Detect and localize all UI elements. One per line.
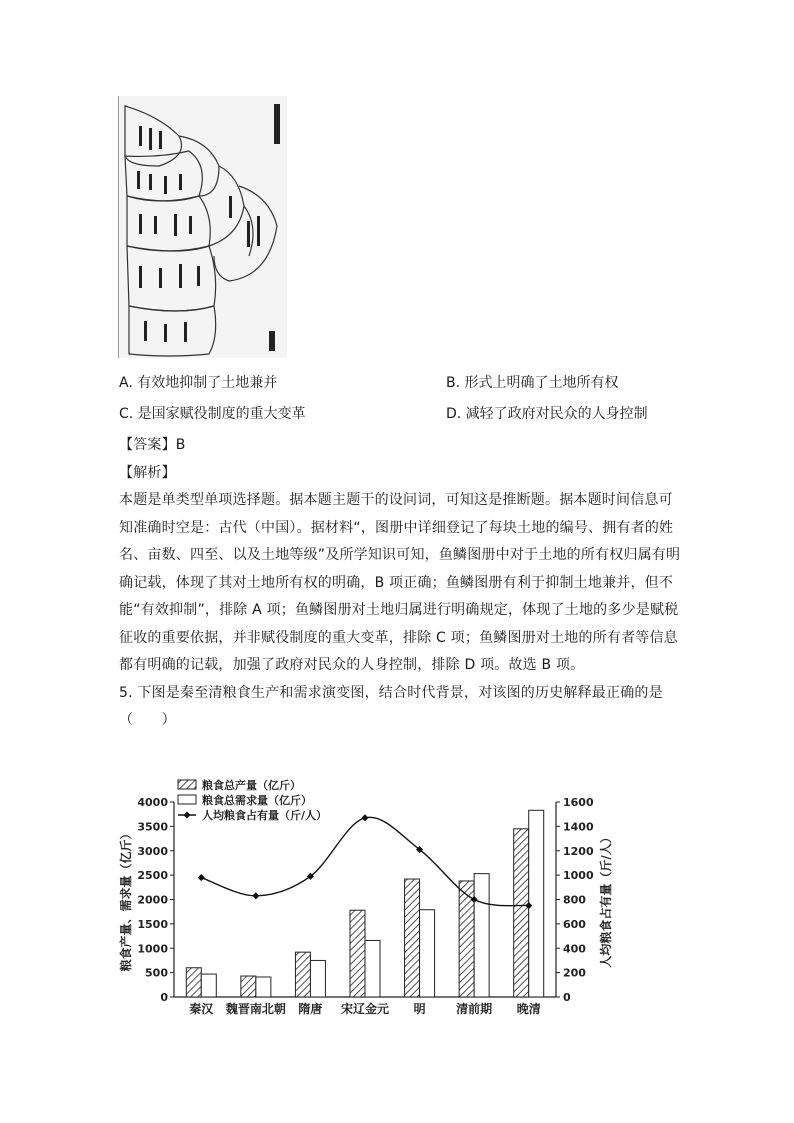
- per-capita-point: [252, 892, 259, 899]
- grain-chart-svg: [116, 774, 636, 1024]
- left-tick-label: 2000: [137, 893, 168, 907]
- right-tick-label: 1000: [563, 869, 594, 883]
- left-tick-label: 3500: [137, 820, 168, 834]
- right-axis-title: 人均粮食占有量（斤/人）: [599, 831, 613, 968]
- analysis-line: 知准确时空是：古代（中国）。据材料“，图册中详细登记了每块土地的编号、拥有者的姓: [119, 519, 674, 536]
- left-axis-title: 粮食产量、需求量（亿斤）: [119, 827, 133, 972]
- production-bar: [186, 968, 201, 997]
- right-tick-label: 600: [563, 917, 586, 931]
- analysis-line: 确记载，体现了其对土地所有权的明确，B 项正确；鱼鳞图册有利于抑制土地兼并，但不: [119, 574, 674, 591]
- demand-bar: [365, 940, 380, 997]
- per-capita-point: [198, 874, 205, 881]
- demand-bar: [420, 910, 435, 997]
- legend-line-label: 人均粮食占有量（斤/人）: [202, 809, 328, 822]
- question-5-stem: 5. 下图是秦至清粮食生产和需求演变图，结合时代背景，对该图的历史解释最正确的是: [119, 684, 663, 701]
- option-a[interactable]: A. 有效地抑制了土地兼并: [119, 375, 278, 391]
- analysis-line: 本题是单类型单项选择题。据本题主题干的设问词，可知这是推断题。据本题时间信息可: [119, 492, 673, 508]
- category-label: 宋辽金元: [340, 1002, 390, 1016]
- legend-production-swatch: [178, 780, 196, 789]
- per-capita-point: [361, 814, 368, 821]
- demand-bar: [201, 974, 216, 997]
- demand-bar: [256, 977, 271, 997]
- category-label: 清前期: [456, 1002, 493, 1016]
- production-bar: [241, 976, 256, 997]
- category-label: 晚清: [516, 1002, 541, 1016]
- question-5-blank: （ ）: [119, 712, 176, 728]
- legend-production-label: 粮食总产量（亿斤）: [202, 779, 301, 792]
- left-tick-label: 4000: [137, 796, 168, 809]
- left-tick-label: 0: [160, 991, 168, 1004]
- option-b[interactable]: B. 形式上明确了土地所有权: [446, 375, 619, 391]
- production-bar: [295, 952, 310, 997]
- fish-scale-map-drawing: [119, 96, 287, 358]
- right-tick-label: 200: [563, 966, 586, 980]
- analysis-line: 能“有效抑制”，排除 A 项；鱼鳞图册对土地归属进行明确规定，体现了土地的多少是赋税: [119, 602, 679, 618]
- right-tick-label: 1200: [563, 844, 594, 858]
- category-label: 秦汉: [189, 1002, 214, 1016]
- left-tick-label: 3000: [137, 844, 168, 858]
- category-label: 明: [413, 1002, 426, 1016]
- left-tick-label: 2500: [137, 869, 168, 883]
- option-d[interactable]: D. 减轻了政府对民众的人身控制: [446, 406, 648, 422]
- category-label: 隋唐: [298, 1002, 323, 1016]
- option-c[interactable]: C. 是国家赋役制度的重大变革: [119, 406, 306, 422]
- analysis-line: 名、亩数、四至、以及土地等级”及所学知识可知，鱼鳞图册中对于土地的所有权归属有明: [119, 547, 681, 563]
- production-bar: [405, 879, 420, 997]
- production-bar: [350, 910, 365, 997]
- right-tick-label: 1600: [563, 796, 594, 809]
- legend-line-marker: [183, 811, 190, 818]
- production-bar: [514, 829, 529, 997]
- category-label: 魏晋南北朝: [225, 1002, 286, 1016]
- demand-bar: [474, 874, 489, 997]
- analysis-line: 征收的重要依据，并非赋役制度的重大变革，排除 C 项；鱼鳞图册对土地的所有者等信息: [119, 629, 678, 646]
- analysis-title: 【解析】: [119, 464, 176, 481]
- analysis-line: 都有明确的记载，加强了政府对民众的人身控制，排除 D 项。故选 B 项。: [119, 657, 585, 673]
- demand-bar: [529, 810, 544, 997]
- left-tick-label: 1000: [137, 942, 168, 956]
- demand-bar: [310, 960, 325, 997]
- left-tick-label: 1500: [137, 917, 168, 931]
- right-tick-label: 1400: [563, 820, 594, 834]
- right-tick-label: 400: [563, 942, 586, 956]
- right-tick-label: 800: [563, 893, 586, 907]
- left-tick-label: 500: [145, 966, 168, 980]
- legend-demand-swatch: [178, 795, 196, 804]
- answer-block: [119, 432, 679, 735]
- legend-demand-label: 粮食总需求量（亿斤）: [202, 794, 312, 807]
- grain-chart: [116, 774, 636, 1024]
- fish-scale-map-image: [118, 96, 287, 358]
- right-tick-label: 0: [563, 991, 571, 1004]
- answer-line: 【答案】B: [119, 437, 186, 453]
